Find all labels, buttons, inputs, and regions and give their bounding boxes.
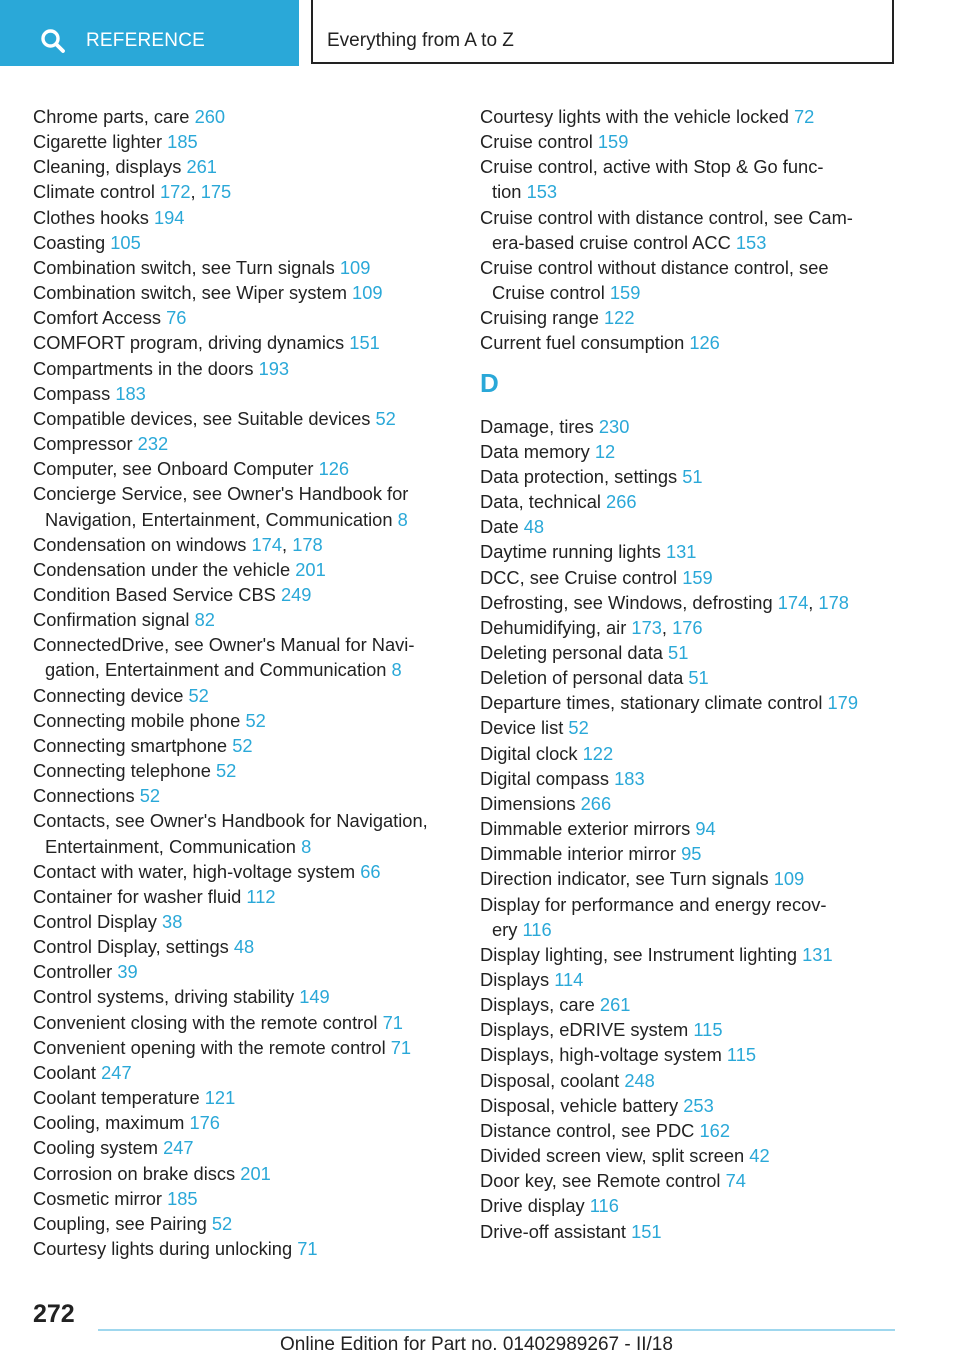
index-entry — [33, 1236, 453, 1261]
index-entry-text: Convenient opening with the remote control — [33, 1036, 386, 1058]
page-reference-link[interactable]: 261 — [599, 994, 631, 1016]
index-entry-text: Displays, high-voltage system — [480, 1044, 722, 1066]
page-reference-link[interactable]: 109 — [352, 282, 383, 304]
page-reference-link[interactable]: 151 — [349, 332, 380, 354]
page-reference-link[interactable]: 183 — [614, 767, 645, 789]
page-reference-link[interactable]: 201 — [295, 558, 326, 580]
index-entry-text: Courtesy lights with the vehicle locked — [480, 106, 789, 127]
index-entry-text: Contact with water, high-voltage system — [33, 860, 356, 882]
index-entry — [480, 841, 900, 866]
index-entry-text: Courtesy lights during unlocking — [33, 1238, 293, 1260]
edition-footer: Online Edition for Part no. 01402989267 - II/18 — [280, 1334, 673, 1355]
index-entry-text: Drive-off assistant — [480, 1220, 626, 1242]
page-reference-link[interactable]: 72 — [794, 106, 815, 127]
index-entry-text: COMFORT program, driving dynamics — [33, 332, 345, 354]
index-entry — [33, 934, 453, 959]
index-entry-text: Dehumidifying, air — [480, 616, 627, 638]
index-entry-text: Cruise control with distance control, see Cam‐ — [480, 206, 853, 228]
index-entry — [480, 1219, 900, 1244]
page-reference-link[interactable]: 131 — [665, 541, 697, 563]
index-entry — [33, 1211, 453, 1236]
index-entry-text: Disposal, coolant — [480, 1069, 620, 1091]
page-reference-link[interactable]: 260 — [194, 106, 226, 127]
search-icon[interactable] — [40, 28, 66, 54]
index-entry — [33, 808, 453, 858]
index-entry — [33, 406, 453, 431]
index-entry-text: DCC, see Cruise control — [480, 566, 678, 588]
page-reference-link[interactable]: 48 — [233, 936, 255, 958]
page-reference-link[interactable]: 201 — [240, 1162, 271, 1184]
footer-divider — [98, 1329, 895, 1331]
index-entry-text: Cooling system — [33, 1137, 158, 1159]
index-entry — [33, 481, 453, 531]
index-entry — [33, 381, 453, 406]
page-reference-link[interactable]: 82 — [194, 609, 215, 631]
index-entry — [480, 414, 900, 439]
page-reference-link[interactable]: 52 — [245, 709, 266, 731]
index-entry — [33, 154, 453, 179]
index-entry — [33, 607, 453, 632]
index-entry-text: Cruise control without distance control, see — [480, 256, 829, 278]
page-reference-link[interactable]: 185 — [167, 1187, 198, 1209]
index-entry — [33, 1161, 453, 1186]
page-reference-link[interactable]: 151 — [631, 1220, 662, 1242]
page-reference-link[interactable]: 8 — [301, 835, 312, 857]
index-entry — [33, 129, 453, 154]
page-reference-link[interactable]: 52 — [232, 734, 253, 756]
page-reference-link[interactable]: 122 — [582, 742, 614, 764]
index-entry-text: Comfort Access — [33, 307, 162, 329]
index-entry — [33, 104, 453, 129]
index-entry — [480, 766, 900, 791]
index-entry — [480, 154, 900, 204]
index-entry-text: Displays, eDRIVE system — [480, 1019, 689, 1041]
index-entry — [33, 205, 453, 230]
index-entry-text: Current fuel consumption — [480, 332, 685, 354]
index-entry-text: Disposal, vehicle battery — [480, 1094, 679, 1116]
index-entry — [480, 741, 900, 766]
index-group-c-continued — [480, 104, 900, 356]
index-entry: Climate control 172, 175 — [33, 181, 232, 203]
index-entry — [480, 892, 900, 942]
index-entry — [480, 539, 900, 564]
index-entry — [33, 1035, 453, 1060]
page-reference-link[interactable]: 116 — [522, 918, 552, 940]
index-entry-text: Chrome parts, care — [33, 106, 190, 127]
index-entry — [33, 683, 453, 708]
index-entry — [33, 1110, 453, 1135]
index-entry — [33, 1060, 453, 1085]
index-entry-text: Departure times, stationary climate control — [480, 692, 823, 714]
index-entry-text: Coolant temperature — [33, 1087, 200, 1109]
page-reference-link[interactable]: 66 — [360, 860, 381, 882]
index-entry-text: Defrosting, see Windows, defrosting — [480, 591, 773, 613]
index-group-d — [480, 414, 900, 1244]
index-entry-text: Concierge Service, see Owner's Handbook for — [33, 483, 409, 505]
index-entry-text: Cruising range — [480, 307, 599, 329]
page-reference-link[interactable]: 153 — [735, 231, 767, 253]
page-reference-link[interactable]: 176 — [672, 616, 703, 638]
index-entry — [33, 959, 453, 984]
page-reference-link[interactable]: 185 — [167, 131, 198, 153]
index-entry — [480, 330, 900, 355]
index-entry — [33, 280, 453, 305]
index-entry-text: Compartments in the doors — [33, 357, 254, 379]
page-reference-link[interactable]: 176 — [189, 1112, 220, 1134]
page-reference-link[interactable]: 42 — [749, 1145, 770, 1167]
page-reference-link[interactable]: 71 — [382, 1011, 403, 1033]
page-reference-link[interactable]: 112 — [246, 885, 276, 907]
page-reference-link[interactable]: 121 — [204, 1087, 236, 1109]
index-entry — [33, 557, 453, 582]
index-entry — [33, 1085, 453, 1110]
index-entry-text: Cruise control — [480, 131, 593, 153]
page-reference-link[interactable]: 174 — [777, 591, 809, 613]
index-entry-text: Deleting personal data — [480, 641, 663, 663]
index-entry — [480, 1118, 900, 1143]
index-entry — [480, 489, 900, 514]
index-entry — [33, 733, 453, 758]
page-reference-link[interactable]: 122 — [603, 307, 635, 329]
index-entry-text: Clothes hooks — [33, 206, 149, 228]
page-reference-link[interactable]: 194 — [153, 206, 185, 228]
index-entry — [480, 866, 900, 891]
index-entry-text: Coolant — [33, 1061, 97, 1083]
page-reference-link[interactable]: 266 — [580, 792, 612, 814]
index-entry-text: Display lighting, see Instrument lighting — [480, 943, 798, 965]
index-entry — [33, 984, 453, 1009]
index-entry-text: Compressor — [33, 433, 133, 455]
section-tab[interactable] — [0, 0, 299, 66]
index-entry-text: Corrosion on brake discs — [33, 1162, 236, 1184]
page-reference-link[interactable]: 48 — [523, 516, 545, 538]
index-entry-text: Computer, see Onboard Computer — [33, 458, 314, 480]
index-entry — [480, 715, 900, 740]
page-reference-link[interactable]: 109 — [339, 256, 371, 278]
index-entry — [480, 690, 900, 715]
index-entry-text: Divided screen view, split screen — [480, 1145, 745, 1167]
index-entry — [480, 565, 900, 590]
index-column-right — [480, 104, 900, 1244]
index-entry-text: Control Display, settings — [33, 936, 229, 958]
page-reference-link[interactable]: 253 — [683, 1094, 714, 1116]
index-entry — [33, 230, 453, 255]
index-entry-text: Direction indicator, see Turn signals — [480, 868, 769, 890]
index-entry — [480, 1042, 900, 1067]
index-entry — [480, 816, 900, 841]
index-entry-text: Deletion of personal data — [480, 667, 684, 689]
page-reference-link[interactable]: 162 — [699, 1119, 730, 1141]
section-tab-label: REFERENCE — [86, 30, 205, 51]
index-entry-text: Data memory — [480, 440, 590, 462]
index-entry-text: Confirmation signal — [33, 609, 190, 631]
page-reference-link[interactable]: 193 — [258, 357, 290, 379]
index-entry-text: Displays, care — [480, 994, 595, 1016]
index-entry — [480, 305, 900, 330]
index-entry — [33, 582, 453, 607]
index-entry-text: Display for performance and energy recov‐ — [480, 893, 827, 915]
page-reference-link[interactable]: 247 — [163, 1137, 194, 1159]
index-entry-text: Damage, tires — [480, 415, 594, 437]
index-entry — [33, 909, 453, 934]
page-reference-link[interactable]: 115 — [693, 1019, 723, 1041]
index-entry-text: Controller — [33, 961, 113, 983]
page-reference-link[interactable]: 178 — [818, 591, 849, 613]
index-entry — [480, 942, 900, 967]
index-entry-text: Digital compass — [480, 767, 610, 789]
index-entry-text: Compass — [33, 382, 111, 404]
page-reference-link[interactable]: 52 — [211, 1212, 233, 1234]
index-entry-text: Connections — [33, 785, 135, 807]
index-column-left — [33, 104, 453, 1261]
index-entry-text: Cigarette lighter — [33, 131, 163, 153]
page-reference-link[interactable]: 131 — [802, 943, 833, 965]
page-reference-link[interactable]: 115 — [726, 1044, 757, 1066]
page-reference-link[interactable]: 261 — [186, 156, 217, 178]
index-entry-text: Container for washer fluid — [33, 885, 242, 907]
index-entry — [480, 665, 900, 690]
index-entry — [33, 456, 453, 481]
page-reference-link[interactable]: 71 — [390, 1036, 412, 1058]
index-entry — [480, 255, 900, 305]
index-entry-text: Cruise control, active with Stop & Go func‐ — [480, 156, 824, 178]
index-entry-text: Device list — [480, 717, 564, 739]
index-entry — [480, 1017, 900, 1042]
index-entry-text: Cleaning, displays — [33, 156, 182, 178]
page-reference-link[interactable]: 8 — [391, 659, 402, 681]
index-entry-text-continued: Cruise control — [492, 282, 605, 304]
index-entry-text: Daytime running lights — [480, 541, 661, 563]
index-entry — [480, 1143, 900, 1168]
page-reference-link[interactable]: 52 — [215, 760, 237, 782]
page-reference-link[interactable]: 51 — [668, 641, 689, 663]
index-entry-text: Condition Based Service CBS — [33, 583, 276, 605]
index-entry-text: Door key, see Remote control — [480, 1170, 721, 1192]
index-entry — [33, 859, 453, 884]
index-entry — [33, 431, 453, 456]
page-reference-link[interactable]: 114 — [554, 969, 584, 990]
index-entry — [480, 514, 900, 539]
page-reference-link[interactable]: 39 — [117, 961, 138, 983]
index-entry — [33, 1186, 453, 1211]
page-reference-link[interactable]: 247 — [101, 1061, 132, 1083]
index-entry: Condensation on windows 174, 178 — [33, 533, 323, 555]
index-entry-text: Displays — [480, 969, 550, 990]
index-entry — [480, 439, 900, 464]
page-reference-link[interactable]: 149 — [299, 986, 330, 1008]
index-entry — [480, 464, 900, 489]
page-reference-link[interactable]: 74 — [725, 1170, 746, 1192]
page-reference-link[interactable]: 126 — [689, 332, 720, 354]
page-reference-link[interactable]: 105 — [110, 231, 141, 253]
page-reference-link[interactable]: 159 — [682, 566, 713, 588]
index-entry-text: Dimmable interior mirror — [480, 843, 677, 865]
index-entry-text: Condensation under the vehicle — [33, 558, 291, 580]
page-reference-link[interactable]: 51 — [688, 667, 709, 689]
page-reference-link[interactable]: 175 — [200, 181, 232, 203]
index-entry-text: Cosmetic mirror — [33, 1187, 162, 1209]
page-reference-link[interactable]: 178 — [292, 533, 323, 555]
page-reference-link[interactable]: 76 — [166, 307, 187, 329]
index-entry — [480, 791, 900, 816]
page-reference-link[interactable]: 52 — [139, 785, 161, 807]
index-entry — [480, 1068, 900, 1093]
index-entry — [480, 1168, 900, 1193]
index-entry-text: Connecting telephone — [33, 760, 211, 782]
index-entry-text: Climate control — [33, 181, 155, 203]
page-reference-link[interactable]: 12 — [594, 440, 616, 462]
index-entry-text: ConnectedDrive, see Owner's Manual for Navi‐ — [33, 634, 415, 656]
index-entry-text-continued: Entertainment, Communication — [45, 835, 296, 857]
index-entry-text: Connecting device — [33, 684, 184, 706]
index-entry: Dehumidifying, air 173, 176 — [480, 616, 703, 638]
index-entry-text: Combination switch, see Wiper system — [33, 282, 347, 304]
index-entry-text: Data, technical — [480, 491, 601, 513]
page-reference-link[interactable]: 232 — [137, 433, 169, 455]
index-entry — [33, 255, 453, 280]
chapter-header — [311, 0, 894, 64]
page-reference-link[interactable]: 172 — [160, 181, 191, 203]
index-entry-text: Combination switch, see Turn signals — [33, 256, 335, 278]
page-reference-link[interactable]: 173 — [631, 616, 662, 638]
index-entry-text-continued: gation, Entertainment and Communication — [45, 659, 387, 681]
page-reference-link[interactable]: 248 — [624, 1069, 655, 1091]
page-reference-link[interactable]: 159 — [597, 131, 629, 153]
page-reference-link[interactable]: 8 — [397, 508, 408, 530]
index-entry — [480, 967, 900, 992]
index-entry — [480, 992, 900, 1017]
index-entry — [33, 783, 453, 808]
index-entry-text: Cooling, maximum — [33, 1112, 185, 1134]
index-entry — [33, 632, 453, 682]
index-entry — [33, 758, 453, 783]
index-entry-text: Dimmable exterior mirrors — [480, 818, 691, 840]
index-entry-text: Control systems, driving stability — [33, 986, 295, 1008]
index-entry — [480, 104, 900, 129]
index-entry-text: Condensation on windows — [33, 533, 247, 555]
chapter-title: Everything from A to Z — [327, 30, 514, 51]
page-reference-link[interactable]: 179 — [827, 692, 859, 714]
page-reference-link[interactable]: 94 — [695, 818, 716, 840]
index-entry — [480, 1193, 900, 1218]
page-reference-link[interactable]: 116 — [589, 1195, 619, 1217]
page-reference-link[interactable]: 230 — [598, 415, 630, 437]
index-entry-text: Connecting smartphone — [33, 734, 228, 756]
index-entry — [33, 1135, 453, 1160]
page-reference-link[interactable]: 52 — [188, 684, 209, 706]
page-number: 272 — [33, 1300, 75, 1328]
index-entry-text-continued: Navigation, Entertainment, Communication — [45, 508, 393, 530]
index-entry — [33, 708, 453, 733]
index-entry-text: Data protection, settings — [480, 465, 678, 487]
index-entry-text: Date — [480, 516, 519, 538]
page-reference-link[interactable]: 52 — [568, 717, 589, 739]
index-entry — [480, 640, 900, 665]
index-entry-text: Distance control, see PDC — [480, 1119, 695, 1141]
page-reference-link[interactable]: 71 — [297, 1238, 318, 1260]
index-entry — [33, 356, 453, 381]
page-reference-link[interactable]: 126 — [318, 458, 350, 480]
page-reference-link[interactable]: 266 — [606, 491, 637, 513]
index-entry-text: Contacts, see Owner's Handbook for Navigation, — [33, 810, 428, 832]
page-reference-link[interactable]: 38 — [162, 911, 183, 932]
index-entry-text-continued: ery — [492, 918, 518, 940]
index-entry — [480, 1093, 900, 1118]
page-reference-link[interactable]: 249 — [280, 583, 312, 605]
index-entry-text: Compatible devices, see Suitable devices — [33, 407, 371, 429]
index-entry — [33, 1010, 453, 1035]
page-reference-link[interactable]: 51 — [682, 465, 703, 487]
page-reference-link[interactable]: 183 — [115, 382, 146, 404]
page-reference-link[interactable]: 159 — [609, 282, 641, 304]
index-entry — [33, 330, 453, 355]
index-entry-text: Control Display — [33, 911, 157, 932]
index-entry — [480, 205, 900, 255]
index-entry-text: Dimensions — [480, 792, 576, 814]
index-entry-text: Drive display — [480, 1195, 585, 1217]
page-reference-link[interactable]: 174 — [251, 533, 283, 555]
page-reference-link[interactable]: 95 — [681, 843, 702, 865]
section-letter-heading: D — [480, 367, 499, 398]
index-entry-text: Digital clock — [480, 742, 578, 764]
page-reference-link[interactable]: 52 — [375, 407, 396, 429]
index-entry — [33, 305, 453, 330]
index-entry-text: Coasting — [33, 231, 106, 253]
page-reference-link[interactable]: 109 — [773, 868, 805, 890]
index-entry — [33, 884, 453, 909]
index-entry-text-continued: era-based cruise control ACC — [492, 231, 731, 253]
index-entry: Defrosting, see Windows, defrosting 174, 178 — [480, 591, 849, 613]
index-entry — [480, 129, 900, 154]
index-entry-text: Connecting mobile phone — [33, 709, 241, 731]
index-entry-text-continued: tion — [492, 181, 522, 203]
index-entry-text: Coupling, see Pairing — [33, 1212, 207, 1234]
page-reference-link[interactable]: 153 — [526, 181, 558, 203]
index-entry-text: Convenient closing with the remote control — [33, 1011, 378, 1033]
